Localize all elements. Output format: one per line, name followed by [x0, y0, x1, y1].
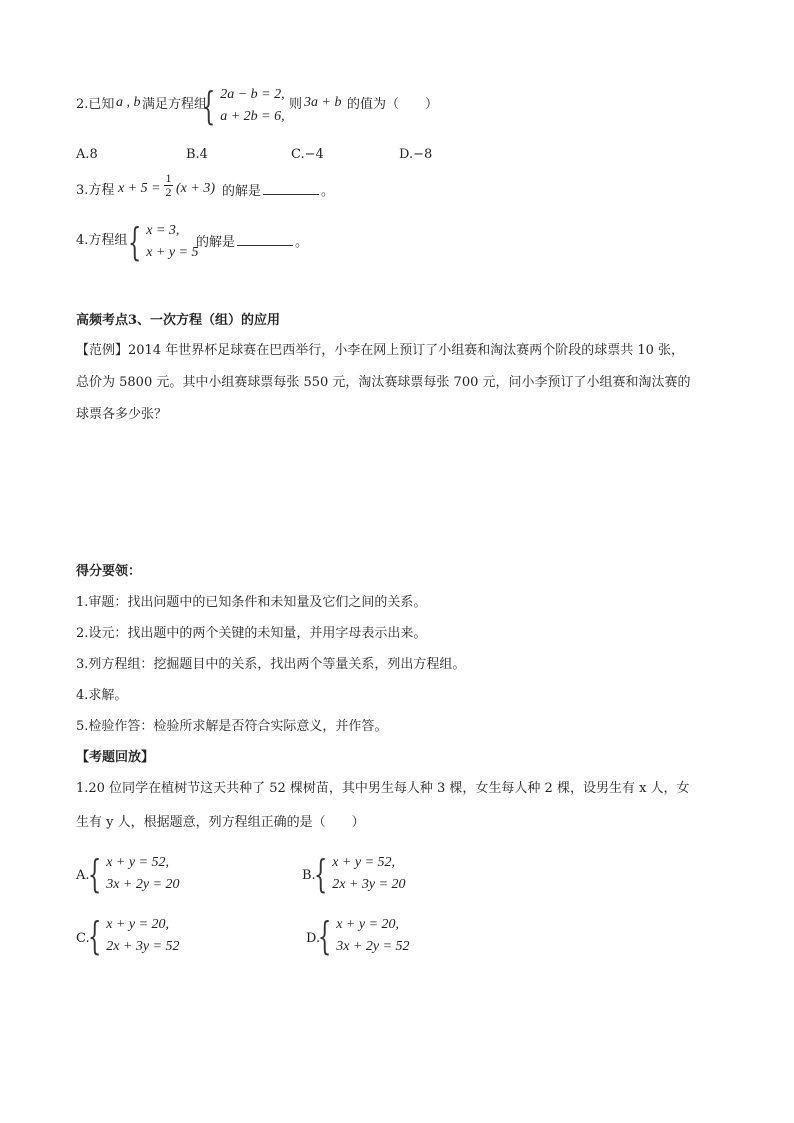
q3-fraction-denominator: 2: [165, 185, 172, 199]
q4-suffix-text: 的解是: [196, 235, 236, 250]
q4-prefix: 4.方程组: [76, 233, 128, 248]
left-brace-icon: {: [202, 84, 216, 128]
q3-end: 。: [321, 184, 335, 199]
q3-suffix-text: 的解是: [222, 184, 262, 199]
q3-rhs: (x + 3): [176, 181, 215, 196]
q2-expression: 3a + b: [304, 95, 342, 110]
q2-option-b: B.4: [186, 147, 208, 162]
review-title: 【考题回放】: [76, 750, 155, 765]
left-brace-icon: {: [128, 220, 142, 264]
review-option-a-system: [88, 852, 180, 896]
review-line-2: 生有 y 人，根据题意，列方程组正确的是（ ）: [76, 815, 365, 830]
left-brace-icon: {: [88, 914, 102, 958]
q2-option-c: C.−4: [291, 147, 324, 162]
tips-item-2: 2.设元：找出题中的两个关键的未知量，并用字母表示出来。: [76, 626, 427, 641]
q4-equation-2: x + y = 5: [146, 245, 199, 260]
review-option-c-system: [88, 914, 180, 958]
tips-item-4: 4.求解。: [76, 688, 128, 703]
q2-option-a: A.8: [76, 147, 98, 162]
left-brace-icon: {: [318, 914, 332, 958]
review-option-b-label: B.: [302, 868, 316, 883]
q3-prefix: 3.方程: [76, 183, 115, 198]
q2-option-d: D.−8: [399, 147, 433, 162]
q2-suffix-b: 的值为（ ）: [347, 97, 439, 112]
q4-suffix: [196, 233, 308, 252]
q4-equation-1: x = 3,: [146, 223, 180, 238]
tips-item-3: 3.列方程组：挖掘题目中的关系，找出两个等量关系，列出方程组。: [76, 657, 466, 672]
q2-vars: a , b: [116, 95, 141, 110]
review-option-a-label: A.: [76, 868, 90, 883]
review-option-c-equation-2: 2x + 3y = 52: [106, 939, 180, 954]
review-line-1: 1.20 位同学在植树节这天共种了 52 棵树苗，其中男生每人种 3 棵，女生每人种 2 棵，设男生有 x 人，女: [76, 781, 690, 796]
review-option-d-equation-2: 3x + 2y = 52: [336, 939, 410, 954]
q3-suffix: [222, 182, 334, 201]
q2-equation-1: 2a − b = 2,: [220, 87, 285, 102]
review-option-b-equation-2: 2x + 3y = 20: [332, 877, 406, 892]
q3-answer-blank: [263, 182, 319, 195]
q4-end: 。: [295, 235, 309, 250]
example-line-1: 【范例】2014 年世界杯足球赛在巴西举行，小李在网上预订了小组赛和淘汰赛两个阶段的球票共 10 张，: [76, 343, 685, 358]
q3-fraction-numerator: 1: [165, 171, 172, 185]
review-option-c-equation-1: x + y = 20,: [106, 917, 170, 932]
q4-equation-system: [128, 220, 199, 264]
review-option-a-equation-1: x + y = 52,: [106, 855, 170, 870]
left-brace-icon: {: [88, 852, 102, 896]
review-option-c-label: C.: [76, 931, 90, 946]
review-option-d-equation-1: x + y = 20,: [336, 917, 400, 932]
review-option-b-equation-1: x + y = 52,: [332, 855, 396, 870]
q2-equation-2: a + 2b = 6,: [220, 109, 285, 124]
q2-prefix: 2.已知: [76, 97, 115, 112]
review-option-a-equation-2: 3x + 2y = 20: [106, 877, 180, 892]
example-line-2: 总价为 5800 元。其中小组赛球票每张 550 元，淘汰赛球票每张 700 元，问小李预订了小组赛和淘汰赛的: [76, 375, 691, 390]
left-brace-icon: {: [314, 852, 328, 896]
review-option-d-system: [318, 914, 410, 958]
q2-equation-system: [202, 84, 285, 128]
example-line-3: 球票各多少张？: [76, 407, 168, 422]
tips-item-5: 5.检验作答：检验所求解是否符合实际意义，并作答。: [76, 719, 388, 734]
q4-answer-blank: [237, 233, 293, 246]
review-option-b-system: [314, 852, 406, 896]
tips-title: 得分要领：: [76, 564, 142, 579]
tips-item-1: 1.审题：找出问题中的已知条件和未知量及它们之间的关系。: [76, 595, 427, 610]
q2-suffix-a: 则: [289, 97, 303, 112]
q3-lhs: x + 5 =: [118, 181, 161, 196]
section-title: 高频考点3、一次方程（组）的应用: [76, 313, 281, 328]
q3-fraction: [162, 172, 175, 199]
review-option-d-label: D.: [306, 931, 321, 946]
q2-mid: 满足方程组: [142, 97, 208, 112]
